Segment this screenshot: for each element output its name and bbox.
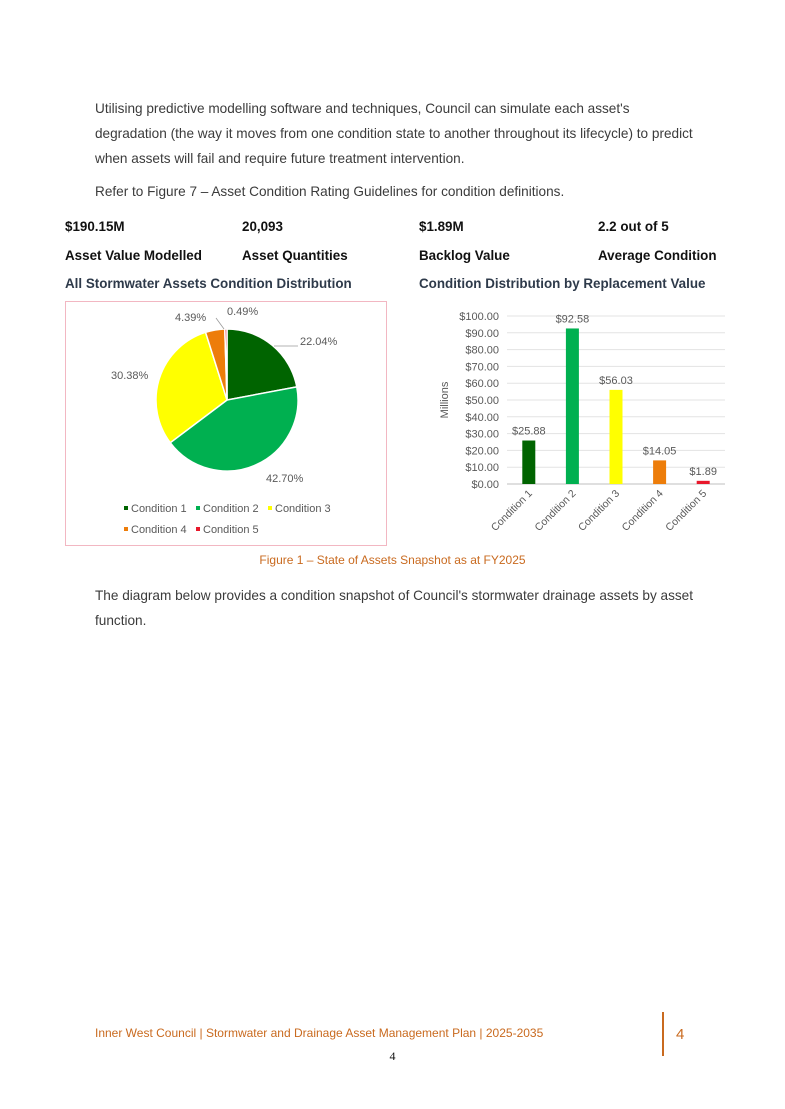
bar-3 bbox=[610, 390, 623, 484]
bar-data-label: $14.05 bbox=[642, 445, 677, 458]
pie-chart-frame bbox=[65, 301, 387, 546]
bar-data-label: $92.58 bbox=[555, 313, 590, 326]
bar-y-tick-label: $30.00 bbox=[465, 428, 499, 441]
pie-legend-marker bbox=[124, 527, 128, 531]
page-number: 4 bbox=[389, 1049, 396, 1063]
bar-y-tick-label: $50.00 bbox=[465, 395, 499, 407]
stat-label-average-condition: Average Condition bbox=[598, 248, 717, 263]
stat-value-asset-quantities: 20,093 bbox=[242, 219, 283, 234]
bar-data-label: $25.88 bbox=[511, 425, 546, 438]
pie-legend-marker bbox=[268, 506, 272, 510]
stat-label-asset-quantities: Asset Quantities bbox=[242, 248, 348, 263]
bar-chart-heading: Condition Distribution by Replacement Value bbox=[419, 276, 706, 291]
pie-legend-marker bbox=[196, 527, 200, 531]
pie-chart bbox=[66, 302, 386, 545]
bar-y-tick-label: $40.00 bbox=[465, 411, 499, 424]
bar-x-tick-label: Condition 5 bbox=[663, 487, 710, 534]
pie-leader-line bbox=[216, 318, 224, 329]
bar-y-tick-label: $100.00 bbox=[459, 311, 499, 323]
pie-legend-label: Condition 5 bbox=[203, 524, 259, 536]
pie-data-label: 42.70% bbox=[266, 473, 304, 485]
bar-x-tick-label: Condition 1 bbox=[488, 487, 535, 534]
pie-data-label: 22.04% bbox=[300, 336, 338, 348]
bar-y-tick-label: $70.00 bbox=[465, 361, 499, 374]
bar-y-tick-label: $80.00 bbox=[465, 344, 499, 357]
bar-5 bbox=[697, 481, 710, 484]
bar-4 bbox=[653, 460, 666, 484]
bar-y-axis-label: Millions bbox=[439, 381, 451, 419]
pie-data-label: 30.38% bbox=[111, 370, 149, 382]
pie-legend-label: Condition 4 bbox=[131, 524, 187, 536]
pie-legend-label: Condition 3 bbox=[275, 503, 331, 515]
bar-data-label: $1.89 bbox=[689, 465, 717, 478]
stat-value-asset-value: $190.15M bbox=[65, 219, 125, 234]
bar-chart bbox=[425, 303, 725, 553]
pie-legend-marker bbox=[124, 506, 128, 510]
bar-x-tick-label: Condition 3 bbox=[576, 487, 623, 534]
bar-2 bbox=[566, 328, 579, 484]
pie-legend-label: Condition 1 bbox=[131, 503, 187, 515]
intro-paragraph: Utilising predictive modelling software and techniques, Council can simulate each asset's degradation (the way it moves from one condition state to another throughout its lifecycle) to predict when assets will fail and require future treatment intervention. bbox=[95, 101, 693, 166]
bar-data-label: $56.03 bbox=[599, 374, 633, 387]
figure-caption: Figure 1 – State of Assets Snapshot as at FY2025 bbox=[259, 553, 526, 567]
stat-value-backlog: $1.89M bbox=[419, 219, 464, 234]
pie-data-label: 0.49% bbox=[227, 306, 259, 318]
footer-page-badge: 4 bbox=[676, 1026, 685, 1043]
stat-label-asset-value: Asset Value Modelled bbox=[65, 248, 202, 263]
bar-x-tick-label: Condition 4 bbox=[619, 487, 666, 534]
stat-label-backlog: Backlog Value bbox=[419, 248, 510, 263]
pie-legend-label: Condition 2 bbox=[203, 503, 259, 515]
bar-1 bbox=[522, 441, 535, 484]
bar-y-tick-label: $60.00 bbox=[465, 378, 499, 391]
pie-data-label: 4.39% bbox=[175, 312, 207, 324]
bar-y-tick-label: $20.00 bbox=[465, 445, 499, 458]
outro-paragraph: The diagram below provides a condition snapshot of Council's stormwater drainage assets by asset function. bbox=[95, 588, 694, 628]
pie-chart-heading: All Stormwater Assets Condition Distribution bbox=[65, 276, 352, 291]
pie-legend-marker bbox=[196, 506, 200, 510]
refer-paragraph: Refer to Figure 7 – Asset Condition Rating Guidelines for condition definitions. bbox=[95, 184, 565, 199]
bar-x-tick-label: Condition 2 bbox=[532, 487, 579, 534]
stat-value-average-condition: 2.2 out of 5 bbox=[598, 219, 669, 234]
bar-y-tick-label: $10.00 bbox=[465, 462, 499, 475]
bar-y-tick-label: $0.00 bbox=[471, 479, 499, 491]
footer-text: Inner West Council | Stormwater and Drainage Asset Management Plan | 2025-2035 bbox=[95, 1026, 544, 1040]
bar-y-tick-label: $90.00 bbox=[465, 327, 499, 340]
